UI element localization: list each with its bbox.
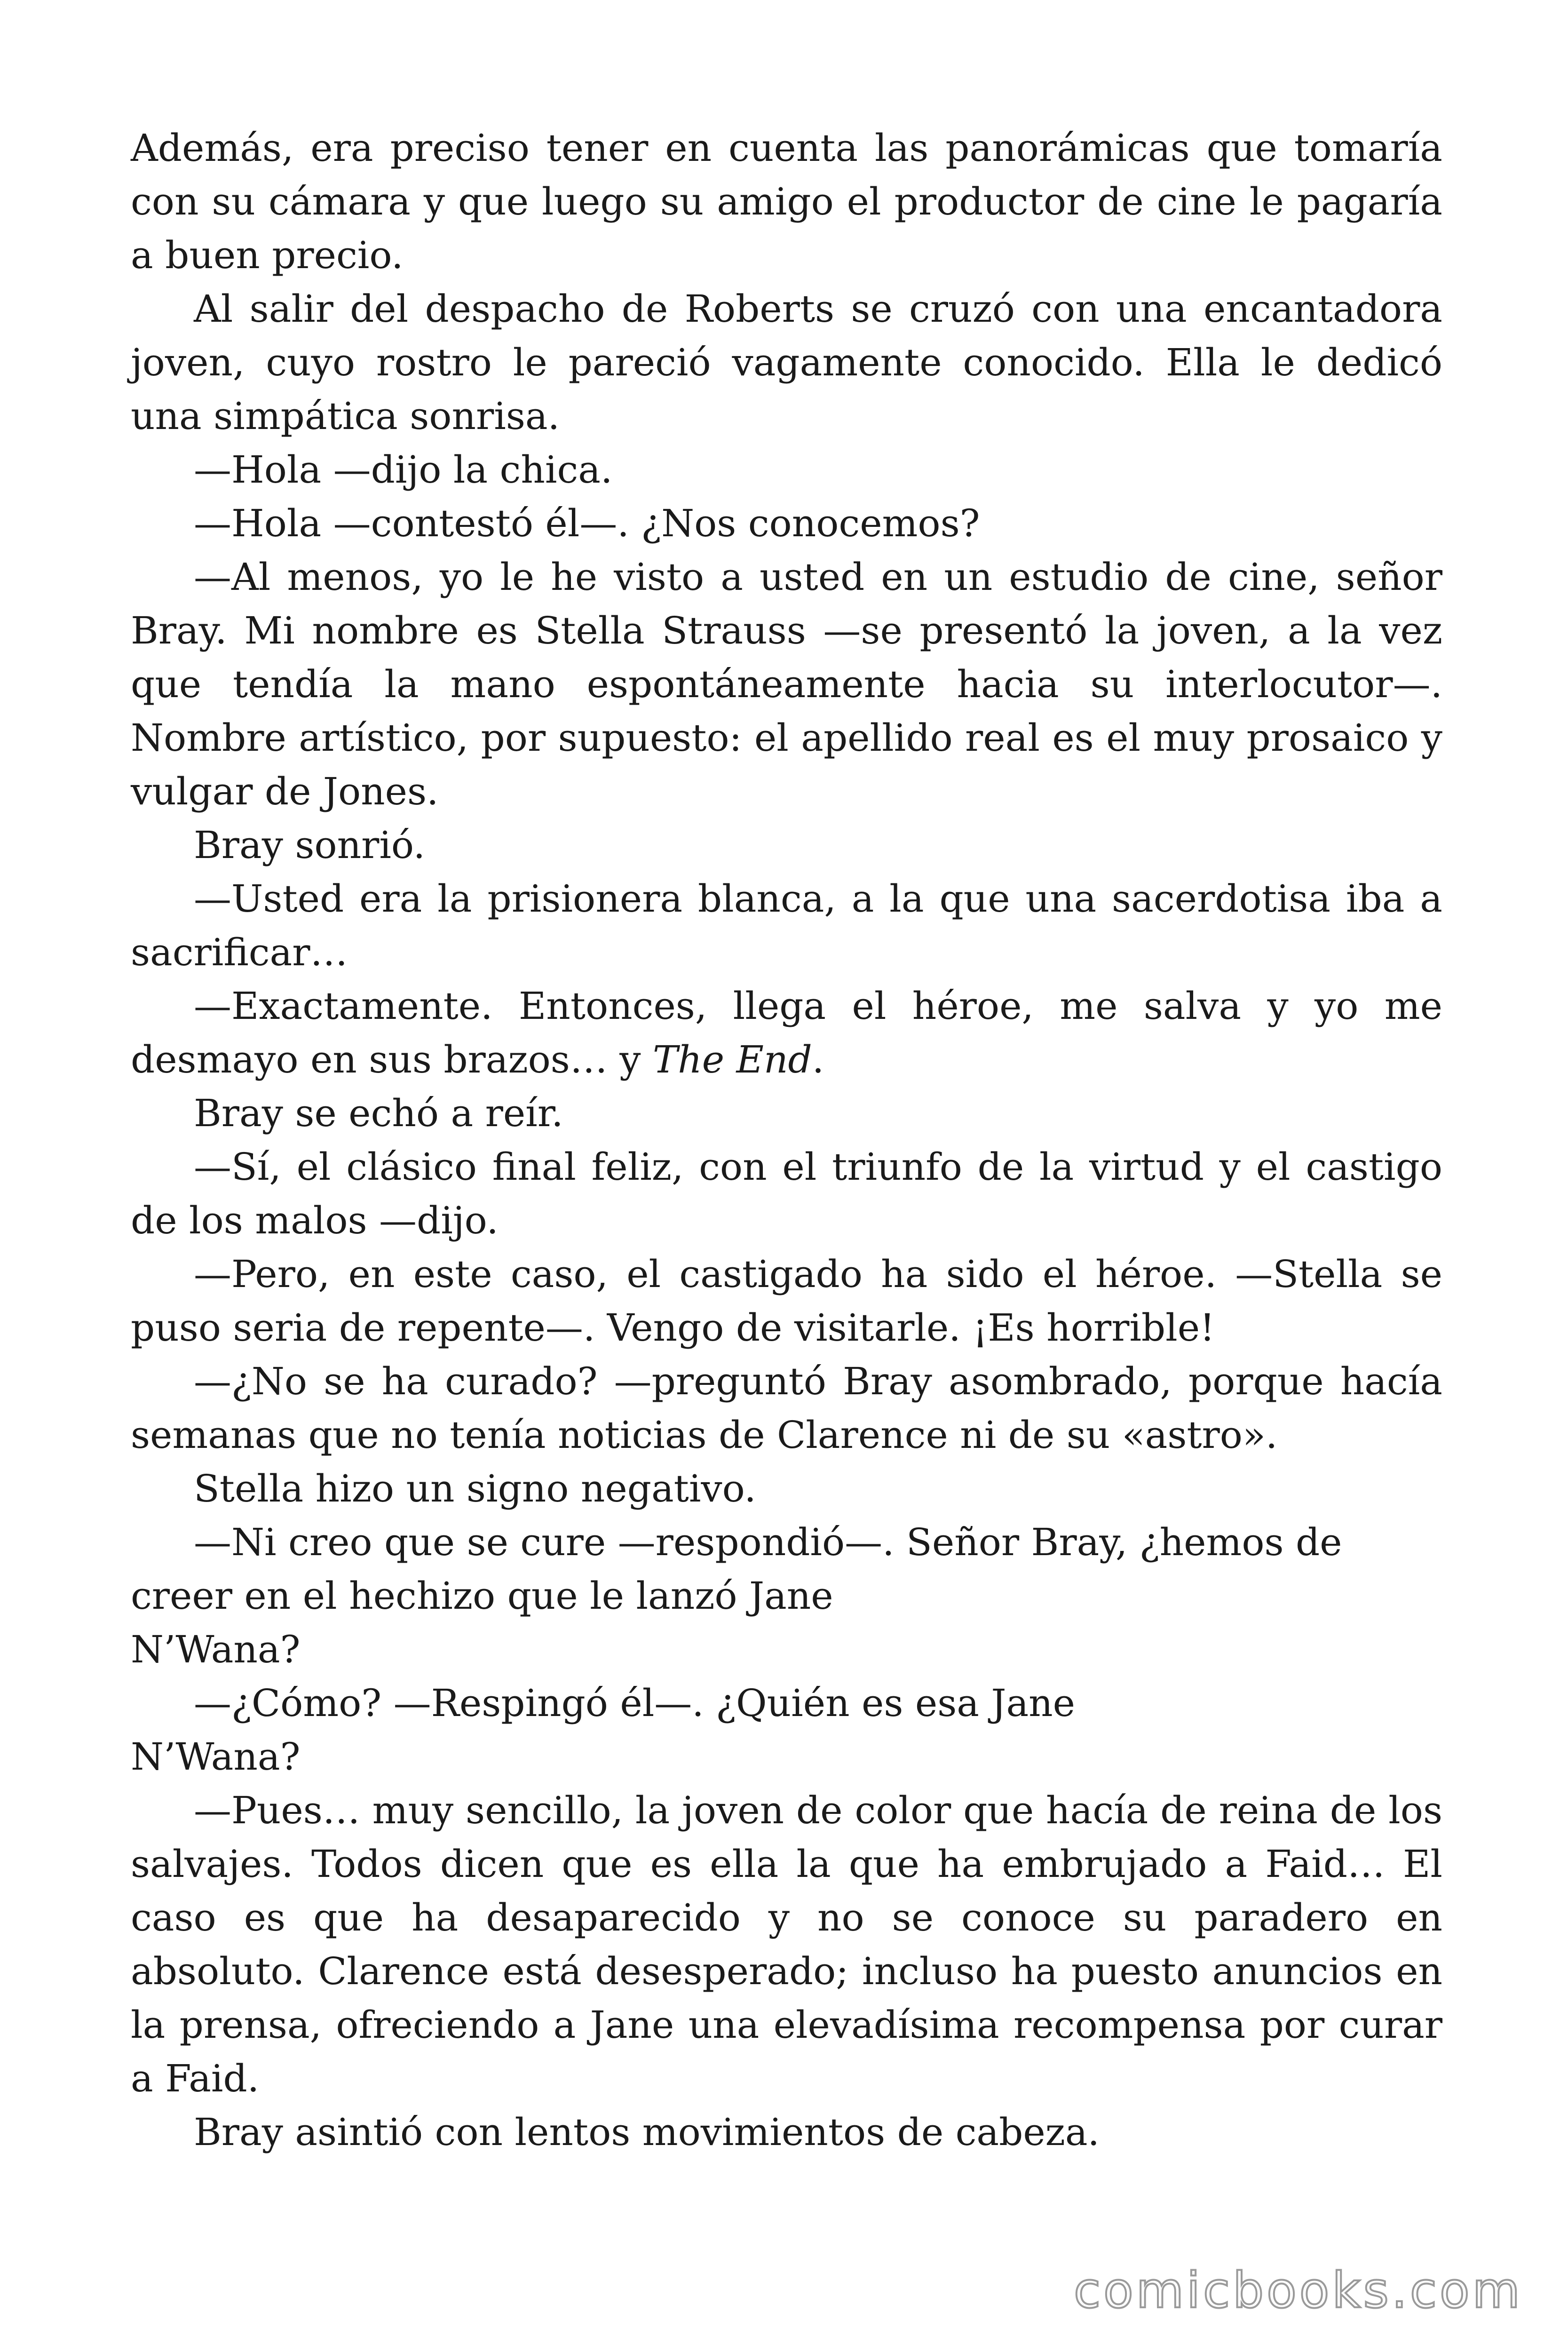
paragraph: Además, era preciso tener en cuenta las panorámicas que tomaría con su cámara y que luego su amigo el productor de cine le pagaría a buen precio. (131, 126, 1442, 277)
dialogue-line: —Hola —dijo la chica. (194, 448, 613, 492)
dialogue-line: —Pero, en este caso, el castigado ha sido el héroe. —Stella se puso seria de repente—. Vengo de visitarle. ¡Es horrible! (131, 1252, 1442, 1350)
paragraph: Stella hizo un signo negativo. (194, 1467, 756, 1510)
watermark-logo: comicbooks.com (1073, 2262, 1523, 2319)
dialogue-line: —Ni creo que se cure —respondió—. Señor Bray, ¿hemos de creer en el hechizo que le lanzó Jane (131, 1520, 1342, 1618)
dialogue-line: —Usted era la prisionera blanca, a la que una sacerdotisa iba a sacrificar… (131, 877, 1442, 974)
dialogue-line: —Al menos, yo le he visto a usted en un estudio de cine, señor Bray. Mi nombre es Stella Strauss —se presentó la joven, a la vez que tendía la mano espontáneamente hacia su interlocutor—. Nombre artístico, por supuesto: el apellido real es el muy prosaico y vulgar de Jones. (131, 555, 1442, 813)
paragraph: Bray se echó a reír. (194, 1091, 563, 1135)
dialogue-line: —Hola —contestó él—. ¿Nos conocemos? (194, 501, 980, 545)
dialogue-line: —¿Cómo? —Respingó él—. ¿Quién es esa Jane (194, 1681, 1076, 1725)
dialogue-line: —¿No se ha curado? —preguntó Bray asombrado, porque hacía semanas que no tenía noticias de Clarence ni de su «astro». (131, 1359, 1442, 1457)
dialogue-line (131, 979, 1442, 1087)
paragraph: Bray sonrió. (194, 823, 426, 867)
dialogue-text: —Exactamente. Entonces, llega el héroe, me salva y yo me desmayo en sus brazos… y (131, 984, 1442, 1081)
period: . (812, 1038, 824, 1081)
italic-title: The End (652, 1038, 812, 1081)
dialogue-line: —Pues… muy sencillo, la joven de color que hacía de reina de los salvajes. Todos dicen que es ella la que ha embrujado a Faid… El caso es que ha desaparecido y no se conoce su paradero en absoluto. Clarence está desesperado; incluso ha puesto anuncios en la prensa, ofreciendo a Jane una elevadísima recompensa por curar a Faid. (131, 1788, 1442, 2100)
dialogue-line: —Sí, el clásico final feliz, con el triunfo de la virtud y el castigo de los malos —dijo. (131, 1145, 1442, 1242)
body-text (131, 121, 1442, 2159)
dialogue-line-continuation: N’Wana? (131, 1628, 301, 1671)
dialogue-line-continuation: N’Wana? (131, 1735, 301, 1779)
paragraph: Al salir del despacho de Roberts se cruzó con una encantadora joven, cuyo rostro le pareció vagamente conocido. Ella le dedicó una simpática sonrisa. (131, 287, 1442, 438)
paragraph: Bray asintió con lentos movimientos de cabeza. (194, 2110, 1100, 2154)
